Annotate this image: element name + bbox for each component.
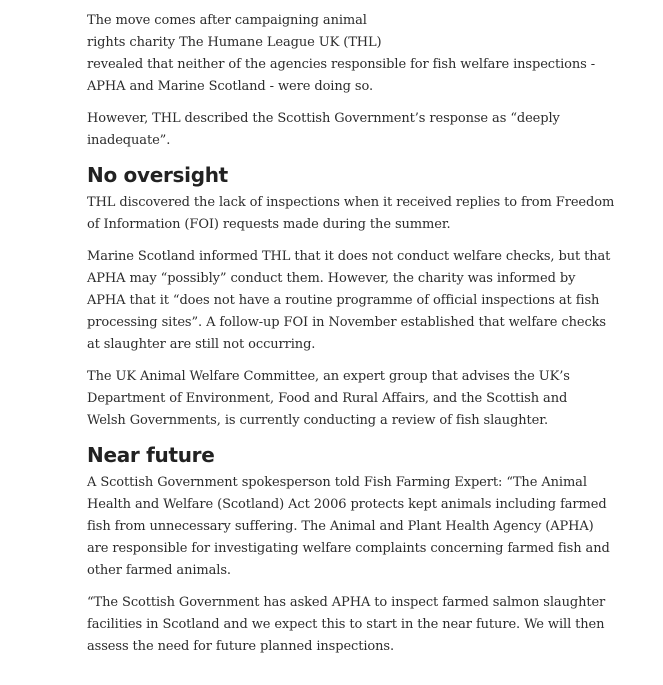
- text-line: facilities in Scotland and we expect this to start in the near future. We will then: [87, 617, 605, 632]
- text-line: revealed that neither of the agencies responsible for fish welfare inspections -: [87, 57, 596, 72]
- paragraph-foi-discovery: [87, 192, 615, 236]
- text-line: “The Scottish Government has asked APHA to inspect farmed salmon slaughter: [87, 595, 606, 610]
- paragraph-apha-inspections: [87, 592, 606, 658]
- text-line: APHA that it “does not have a routine programme of official inspections at fish: [87, 293, 600, 308]
- paragraph-welfare-committee: [87, 366, 570, 432]
- text-line: other farmed animals.: [87, 563, 231, 578]
- text-line: processing sites”. A follow-up FOI in November established that welfare checks: [87, 315, 607, 330]
- text-line: APHA may “possibly” conduct them. However, the charity was informed by: [87, 271, 576, 286]
- text-line: Health and Welfare (Scotland) Act 2006 protects kept animals including farmed: [87, 497, 607, 512]
- paragraph-government-spokesperson: [87, 472, 610, 582]
- article-body: [87, 10, 615, 668]
- text-line: rights charity The Humane League UK (THL): [87, 35, 382, 50]
- text-line: However, THL described the Scottish Government’s response as “deeply: [87, 111, 560, 126]
- text-line: Welsh Governments, is currently conducting a review of fish slaughter.: [87, 413, 548, 428]
- text-line: assess the need for future planned inspections.: [87, 639, 395, 654]
- text-line: are responsible for investigating welfare complaints concerning farmed fish and: [87, 541, 610, 556]
- text-line: A Scottish Government spokesperson told Fish Farming Expert: “The Animal: [87, 475, 587, 490]
- text-line: THL discovered the lack of inspections when it received replies to from Freedom: [87, 195, 615, 210]
- paragraph-thl-response: [87, 108, 567, 152]
- heading-no-oversight: No oversight: [87, 163, 228, 187]
- text-line: APHA and Marine Scotland - were doing so.: [87, 79, 373, 94]
- text-line: Department of Environment, Food and Rural Affairs, and the Scottish and: [87, 391, 568, 406]
- text-line: The UK Animal Welfare Committee, an expert group that advises the UK’s: [87, 369, 570, 384]
- paragraph-marine-scotland: [87, 246, 611, 356]
- text-line: inadequate”.: [87, 133, 171, 148]
- text-line: at slaughter are still not occurring.: [87, 337, 316, 352]
- text-line: fish from unnecessary suffering. The Animal and Plant Health Agency (APHA): [87, 519, 594, 534]
- text-line: of Information (FOI) requests made during the summer.: [87, 217, 451, 232]
- paragraph-thl-campaign: [87, 10, 596, 98]
- heading-near-future: Near future: [87, 443, 215, 467]
- text-line: Marine Scotland informed THL that it does not conduct welfare checks, but that: [87, 249, 611, 264]
- text-line: The move comes after campaigning animal: [87, 13, 367, 28]
